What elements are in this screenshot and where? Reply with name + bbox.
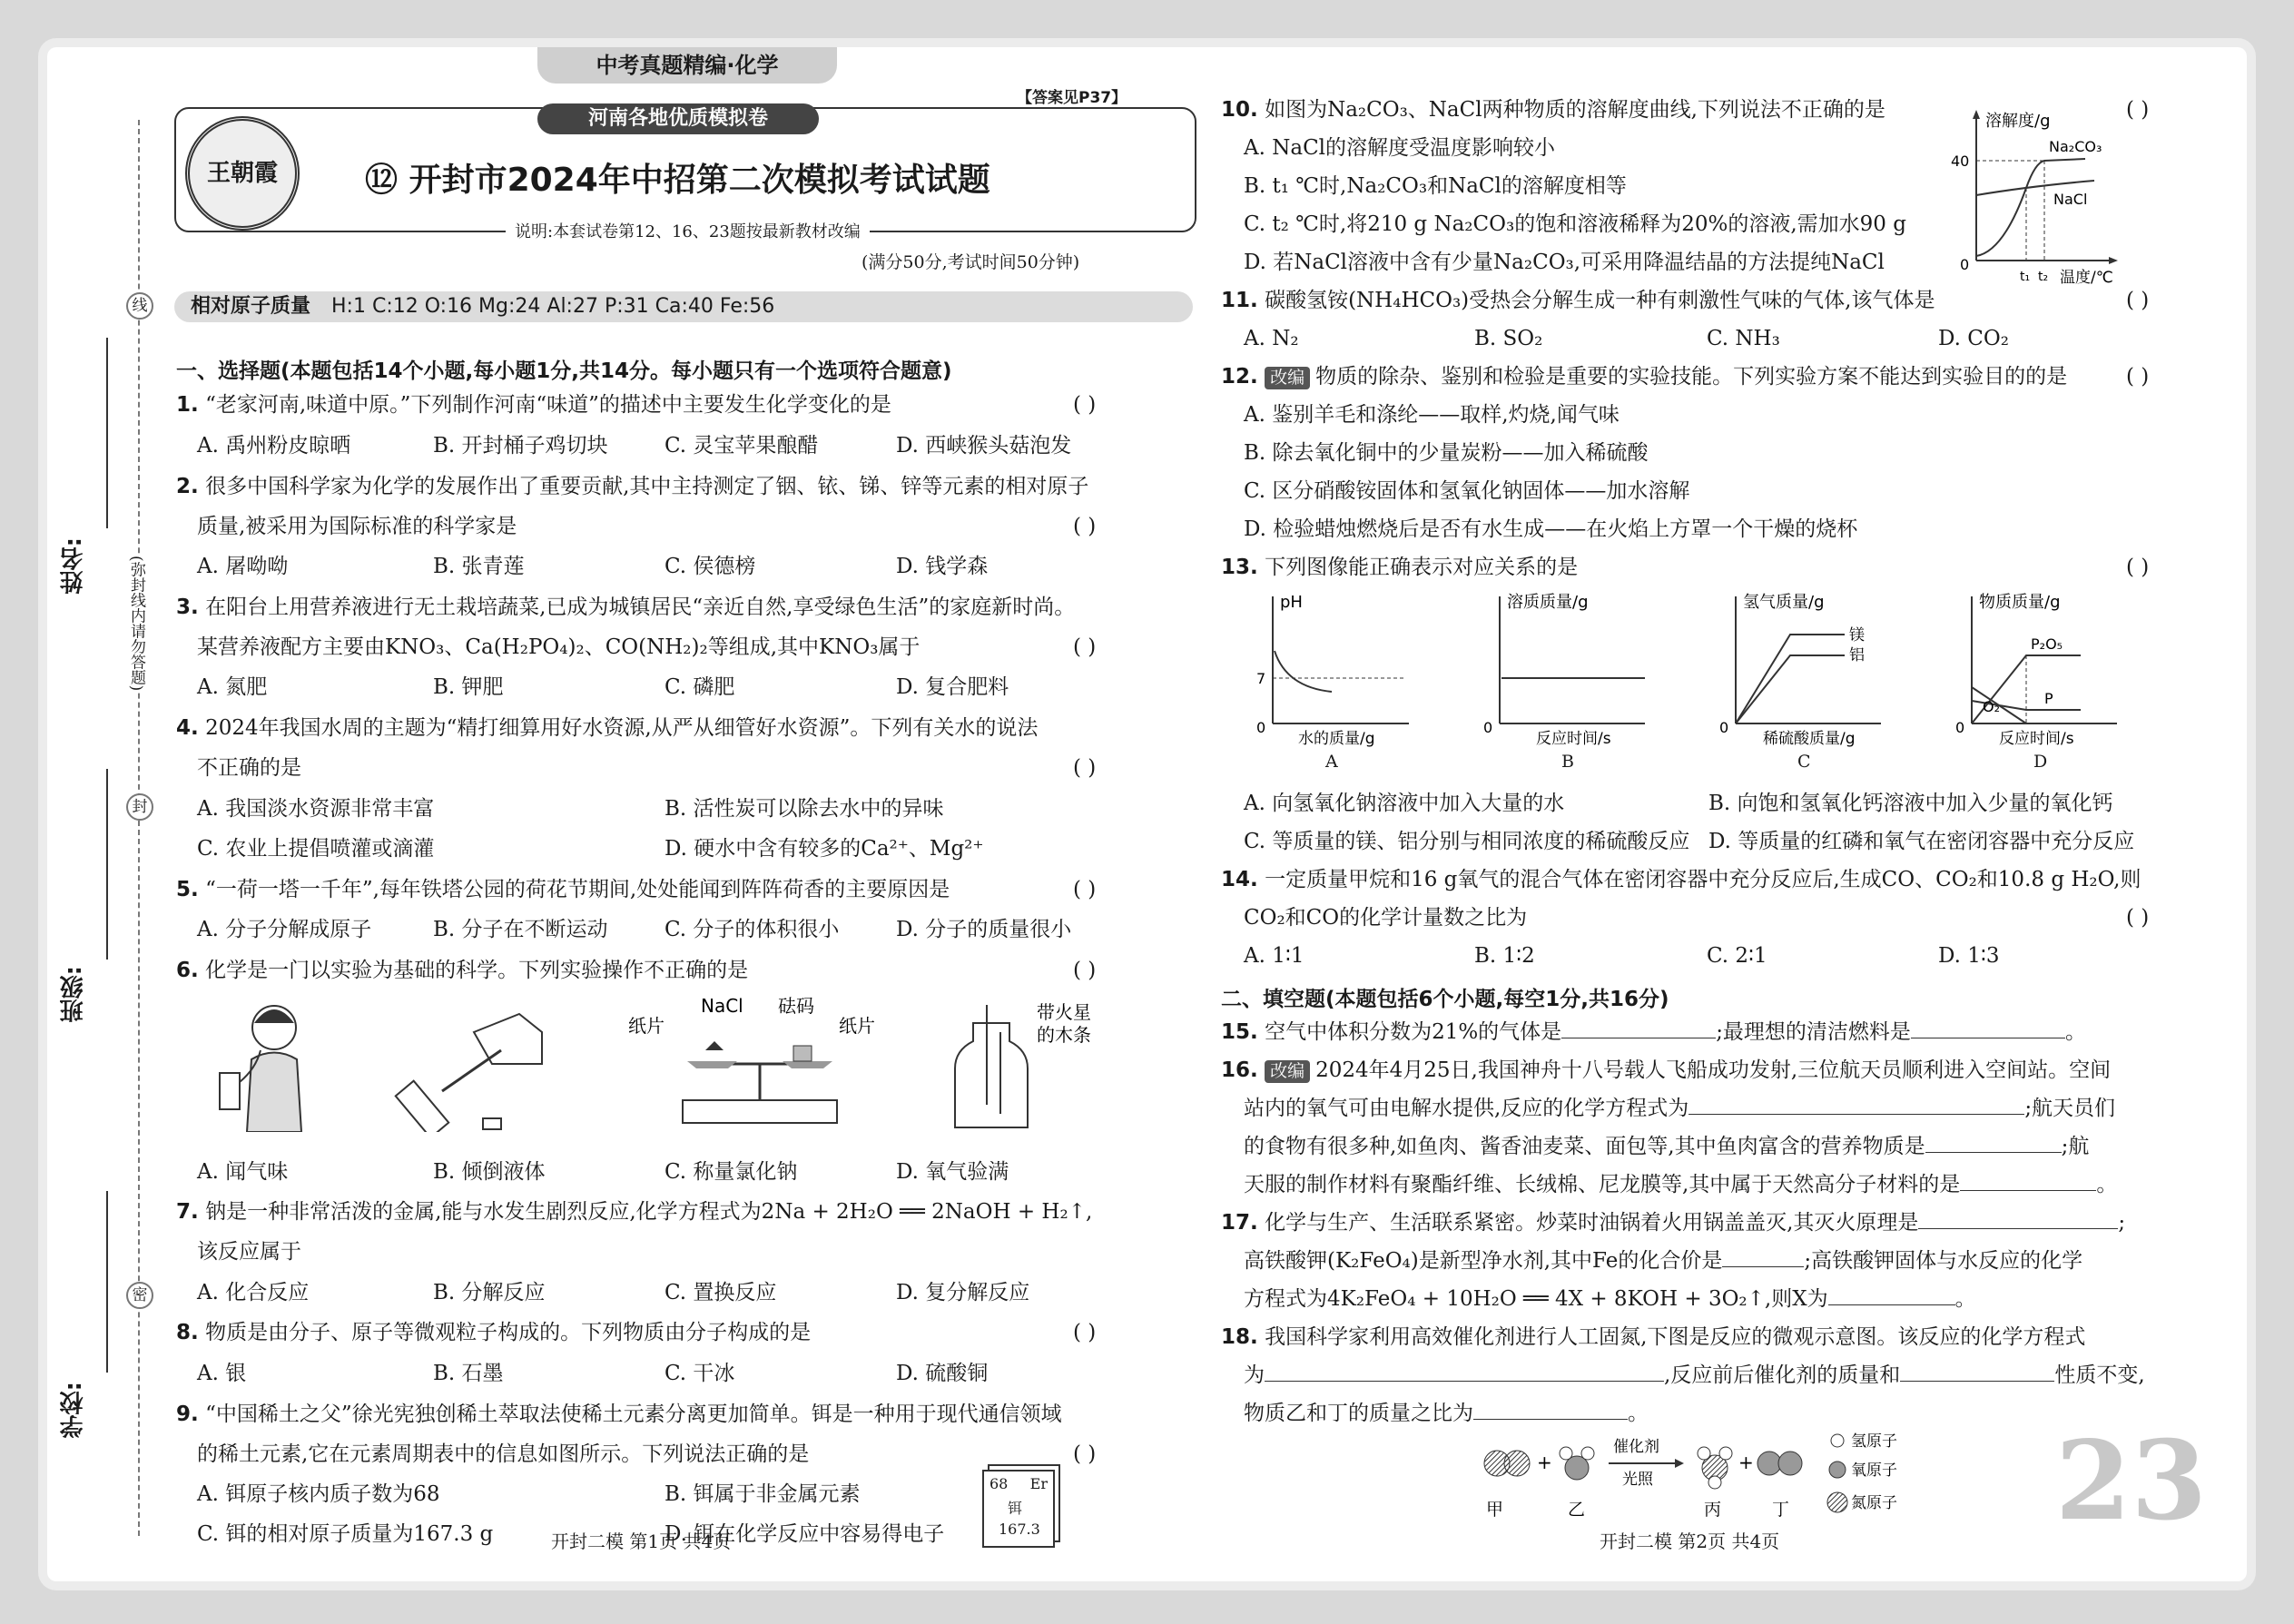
q8-option-a[interactable]: A. 银 (197, 1362, 247, 1385)
header-note: 说明:本套试卷第12、16、23题按最新教材改编 (506, 219, 870, 242)
q16-line-1 (1221, 1058, 2111, 1084)
q13-graphs (1245, 587, 2135, 751)
q9-answer-slot[interactable]: ( ) (1073, 1442, 1097, 1466)
q17-text-3: 高铁酸钾(K₂FeO₄)是新型净水剂,其中Fe的化合价是 (1244, 1249, 1723, 1273)
graph-d (1955, 593, 2117, 748)
q8-option-c[interactable]: C. 干冰 (665, 1362, 735, 1385)
reactant-jia (1484, 1451, 1530, 1476)
q16-text-2: 站内的氧气可由电解水提供,反应的化学方程式为 (1244, 1097, 1689, 1120)
solubility-x-tick-t1: t₁ (2020, 270, 2031, 284)
series-banner (537, 103, 819, 134)
q18-line-1 (1221, 1325, 2085, 1351)
q13-answer-slot[interactable]: ( ) (2126, 556, 2150, 579)
q6-figures (192, 996, 1100, 1132)
name-label: 姓名: (60, 537, 87, 595)
exam-number: ⑫ (365, 162, 399, 199)
q13-option-c[interactable]: C. 等质量的镁、铝分别与相同浓度的稀硫酸反应 (1244, 830, 1690, 853)
q1-number: 1. (176, 393, 199, 417)
q8-option-d[interactable]: D. 硫酸铜 (896, 1362, 989, 1385)
graph-b-xlabel: 反应时间/s (1536, 730, 1611, 748)
graph-c (1719, 593, 1881, 748)
q3-stem-1 (176, 595, 1075, 621)
q16-text-5: ;航 (2061, 1135, 2090, 1158)
seal-mi-mark: 密 (126, 1282, 153, 1309)
q3-option-a[interactable]: A. 氮肥 (197, 675, 268, 699)
q7-stem-2: 该反应属于 (197, 1240, 301, 1264)
q9-option-a[interactable]: A. 铒原子核内质子数为68 (197, 1482, 440, 1506)
q18-number: 18. (1221, 1325, 1258, 1349)
q17-line-3 (1244, 1287, 1976, 1313)
legend-h-symbol (1831, 1434, 1844, 1447)
q5-number: 5. (176, 878, 199, 901)
class-line (106, 769, 108, 960)
q17-blank-3[interactable] (1828, 1304, 1955, 1305)
score-time: (满分50分,考试时间50分钟) (861, 252, 1080, 272)
q4-option-d[interactable]: D. 硬水中含有较多的Ca²⁺、Mg²⁺ (665, 837, 984, 861)
q16-blank-2[interactable] (1925, 1152, 2062, 1153)
q10-answer-slot[interactable]: ( ) (2126, 98, 2150, 122)
atomic-mass-values: H:1 C:12 O:16 Mg:24 Al:27 P:31 Ca:40 Fe:56 (331, 295, 775, 318)
q12-text: 物质的除杂、鉴别和检验是重要的实验技能。下列实验方案不能达到实验目的的是 (1315, 365, 2068, 389)
q18-text-2: 为 (1244, 1363, 1265, 1387)
na2co3-legend: Na₂CO₃ (2049, 138, 2102, 155)
label-jia: 甲 (1486, 1500, 1504, 1520)
exam-title (365, 154, 990, 201)
q11-number: 11. (1221, 289, 1258, 312)
graph-c-label: C (1797, 752, 1811, 772)
legend-n-symbol (1827, 1492, 1847, 1512)
q1-option-c[interactable]: C. 灵宝苹果酿醋 (665, 434, 819, 458)
q7-option-b[interactable]: B. 分解反应 (433, 1281, 546, 1304)
q5-answer-slot[interactable]: ( ) (1073, 878, 1097, 901)
q1-stem (176, 393, 891, 418)
q1-option-a[interactable]: A. 禹州粉皮晾晒 (197, 434, 351, 458)
element-number: 68 (989, 1475, 1009, 1492)
q10-text: 如图为Na₂CO₃、NaCl两种物质的溶解度曲线,下列说法不正确的是 (1265, 98, 1885, 122)
graph-b (1483, 593, 1645, 748)
q11-option-b[interactable]: B. SO₂ (1474, 327, 1543, 350)
q8-number: 8. (176, 1321, 199, 1344)
q11-stem (1221, 289, 1935, 314)
q3-answer-slot[interactable]: ( ) (1073, 635, 1097, 659)
element-mass: 167.3 (999, 1521, 1040, 1538)
graph-d-origin: 0 (1955, 719, 1965, 736)
q7-option-a[interactable]: A. 化合反应 (197, 1281, 310, 1304)
school-line (106, 1191, 108, 1373)
stick-label-1: 带火星 (1037, 1001, 1091, 1023)
q2-answer-slot[interactable]: ( ) (1073, 515, 1097, 538)
q4-stem-1 (176, 716, 1038, 742)
q10-option-a[interactable]: A. NaCl的溶解度受温度影响较小 (1244, 136, 1556, 160)
solubility-y-tick: 40 (1951, 153, 1970, 170)
q3-text-1: 在阳台上用营养液进行无土栽培蔬菜,已成为城镇居民“亲近自然,享受绿色生活”的家庭新时尚。 (205, 595, 1076, 619)
q11-option-c[interactable]: C. NH₃ (1707, 327, 1780, 350)
q12-option-b[interactable]: B. 除去氧化铜中的少量炭粉——加入稀硫酸 (1244, 441, 1649, 465)
q17-blank-2[interactable] (1722, 1266, 1804, 1267)
q18-text-4: 性质不变, (2054, 1363, 2145, 1387)
q11-text: 碳酸氢铵(NH₄HCO₃)受热会分解生成一种有刺激性气味的气体,该气体是 (1265, 289, 1935, 312)
q14-option-d[interactable]: D. 1∶3 (1938, 944, 2000, 968)
q13-stem (1221, 556, 1578, 581)
q6-option-b[interactable]: B. 倾倒液体 (433, 1160, 546, 1184)
q18-text-5: 物质乙和丁的质量之比为 (1244, 1402, 1473, 1425)
graph-b-origin: 0 (1483, 719, 1493, 736)
graph-c-origin: 0 (1719, 719, 1729, 736)
stick-label-2: 的木条 (1037, 1024, 1091, 1046)
q3-number: 3. (176, 595, 199, 619)
q11-option-d[interactable]: D. CO₂ (1938, 327, 2009, 350)
q6-text: 化学是一门以实验为基础的科学。下列实验操作不正确的是 (205, 959, 749, 982)
q17-blank-1[interactable] (1918, 1228, 2118, 1229)
q7-number: 7. (176, 1200, 199, 1224)
q3-option-b[interactable]: B. 钾肥 (433, 675, 504, 699)
gas-bottle-figure (955, 1001, 1091, 1127)
q2-option-c[interactable]: C. 侯德榜 (665, 555, 756, 578)
q16-revised-tag: 改编 (1265, 1060, 1310, 1083)
q10-option-c[interactable]: C. t₂ ℃时,将210 g Na₂CO₃的饱和溶液稀释为20%的溶液,需加水90 g (1244, 212, 1906, 236)
q2-text-1: 很多中国科学家为化学的发展作出了重要贡献,其中主持测定了铟、铱、锑、锌等元素的相对原子 (205, 475, 1089, 498)
q5-option-d[interactable]: D. 分子的质量很小 (896, 918, 1072, 941)
school-label: 学校: (60, 1382, 87, 1439)
q11-option-a[interactable]: A. N₂ (1244, 327, 1299, 350)
q14-answer-slot[interactable]: ( ) (2126, 906, 2150, 930)
q8-text: 物质是由分子、原子等微观粒子构成的。下列物质由分子构成的是 (205, 1321, 812, 1344)
label-bing: 丙 (1704, 1500, 1722, 1520)
q15-text-1: 空气中体积分数为21%的气体是 (1265, 1020, 1562, 1044)
q10-number: 10. (1221, 98, 1258, 122)
q14-number: 14. (1221, 868, 1258, 891)
seal-notice: (弥封线内请勿答题) (125, 556, 148, 691)
q13-number: 13. (1221, 556, 1258, 579)
q11-answer-slot[interactable]: ( ) (2126, 289, 2150, 312)
product-ding (1757, 1452, 1802, 1475)
q18-text-6: 。 (1628, 1402, 1649, 1425)
q6-option-d[interactable]: D. 氧气验满 (896, 1160, 1009, 1184)
q15-line (1221, 1020, 2086, 1046)
q5-stem (176, 878, 950, 903)
q18-text-1: 我国科学家利用高效催化剂进行人工固氮,下图是反应的微观示意图。该反应的化学方程式 (1265, 1325, 2086, 1349)
q9-option-c[interactable]: C. 铒的相对原子质量为167.3 g (197, 1522, 494, 1546)
q17-text-5: 方程式为4K₂FeO₄ + 10H₂O ══ 4X + 8KOH + 3O₂↑,则X为 (1244, 1287, 1828, 1311)
q10-option-d[interactable]: D. 若NaCl溶液中含有少量Na₂CO₃,可采用降温结晶的方法提纯NaCl (1244, 251, 1885, 274)
q14-stem-1 (1221, 868, 2141, 893)
q7-text-1: 钠是一种非常活泼的金属,能与水发生剧烈反应,化学方程式为2Na + 2H₂O ══ 2NaOH + H₂↑, (205, 1200, 1093, 1224)
graph-d-label: D (2033, 752, 2048, 772)
q4-number: 4. (176, 716, 199, 740)
q7-option-c[interactable]: C. 置换反应 (665, 1281, 777, 1304)
paper-label-right: 纸片 (839, 1015, 875, 1037)
q17-number: 17. (1221, 1211, 1258, 1235)
class-label: 班级: (60, 966, 87, 1023)
q1-option-b[interactable]: B. 开封桶子鸡切块 (433, 434, 608, 458)
q17-text-6: 。 (1954, 1287, 1976, 1311)
plus-1: + (1537, 1452, 1552, 1473)
graph-c-ylabel: 氢气质量/g (1743, 593, 1825, 612)
q6-option-a[interactable]: A. 闻气味 (197, 1160, 289, 1184)
q16-text-7: 。 (2096, 1173, 2118, 1196)
q16-number: 16. (1221, 1058, 1258, 1082)
q1-option-d[interactable]: D. 西峡猴头菇泡发 (896, 434, 1072, 458)
solubility-x-tick-t2: t₂ (2038, 270, 2049, 284)
graph-d-p2o5: P₂O₅ (2031, 635, 2063, 653)
footer-left: 开封二模 第1页 共4页 (551, 1530, 732, 1552)
q4-stem-2: 不正确的是 (197, 756, 301, 780)
q13-text: 下列图像能正确表示对应关系的是 (1265, 556, 1579, 579)
graph-d-p: P (2044, 690, 2053, 707)
atomic-mass-label: 相对原子质量 (191, 295, 311, 318)
exam-title-text: 开封市2024年中招第二次模拟考试试题 (409, 162, 990, 199)
graph-a-label: A (1325, 752, 1338, 772)
light-label: 光照 (1622, 1471, 1653, 1489)
section1-title: 一、选择题(本题包括14个小题,每小题1分,共14分。每小题只有一个选项符合题意) (176, 359, 952, 383)
q12-stem (1221, 365, 2067, 390)
graph-a-xlabel: 水的质量/g (1298, 730, 1375, 748)
q5-option-c[interactable]: C. 分子的体积很小 (665, 918, 840, 941)
answer-ref: 【答案见P37】 (1017, 89, 1127, 107)
solubility-xlabel: 温度/℃ (2060, 269, 2113, 287)
q2-option-a[interactable]: A. 屠呦呦 (197, 555, 289, 578)
q12-number: 12. (1221, 365, 1258, 389)
q2-stem-1 (176, 475, 1088, 500)
q9-option-b[interactable]: B. 铒属于非金属元素 (665, 1482, 861, 1506)
q1-answer-slot[interactable]: ( ) (1073, 393, 1097, 417)
book-title-tab (537, 47, 837, 84)
q16-text-6: 天服的制作材料有聚酯纤维、长绒棉、尼龙膜等,其中属于天然高分子材料的是 (1244, 1173, 1961, 1196)
binding-line (138, 120, 140, 1536)
q1-text: “老家河南,味道中原。”下列制作河南“味道”的描述中主要发生化学变化的是 (205, 393, 891, 417)
q18-blank-1[interactable] (1265, 1381, 1664, 1382)
exam-sheet (47, 47, 2247, 1581)
q6-stem (176, 959, 748, 984)
graph-b-ylabel: 溶质质量/g (1507, 593, 1589, 612)
label-ding: 丁 (1772, 1500, 1790, 1520)
graph-c-mg: 镁 (1849, 626, 1865, 645)
smelling-figure (220, 1006, 301, 1132)
legend-n: 氮原子 (1851, 1494, 1897, 1512)
q13-option-a[interactable]: A. 向氢氧化钠溶液中加入大量的水 (1244, 792, 1565, 815)
element-cell-erbium (982, 1470, 1055, 1548)
q13-option-d[interactable]: D. 等质量的红磷和氧气在密闭容器中充分反应 (1708, 830, 2135, 853)
q5-text: “一荷一塔一千年”,每年铁塔公园的荷花节期间,处处能闻到阵阵荷香的主要原因是 (205, 878, 950, 901)
q2-number: 2. (176, 475, 199, 498)
q17-text-2: ; (2118, 1211, 2126, 1235)
q10-option-b[interactable]: B. t₁ ℃时,Na₂CO₃和NaCl的溶解度相等 (1244, 174, 1627, 198)
q6-answer-slot[interactable]: ( ) (1073, 959, 1097, 982)
q4-option-b[interactable]: B. 活性炭可以除去水中的异味 (665, 797, 944, 821)
graph-c-al: 铝 (1849, 646, 1865, 664)
q17-line-2 (1244, 1249, 2082, 1275)
catalyst-label: 催化剂 (1613, 1438, 1659, 1456)
q2-stem-2: 质量,被采用为国际标准的科学家是 (197, 515, 517, 538)
solubility-chart (1940, 106, 2122, 288)
q16-text-3: ;航天员们 (2024, 1097, 2116, 1120)
balance-figure (628, 996, 875, 1123)
section2-title: 二、填空题(本题包括6个小题,每空1分,共16分) (1221, 988, 1669, 1011)
q18-line-2 (1244, 1363, 2145, 1389)
paper-label-left: 纸片 (628, 1015, 665, 1037)
q4-text-1: 2024年我国水周的主题为“精打细算用好水资源,从严从细管好水资源”。下列有关水的说法 (205, 716, 1039, 740)
q7-option-d[interactable]: D. 复分解反应 (896, 1281, 1030, 1304)
q18-blank-2[interactable] (1900, 1381, 2054, 1382)
q6-number: 6. (176, 959, 199, 982)
graph-a-origin: 0 (1256, 719, 1266, 736)
q3-option-c[interactable]: C. 磷肥 (665, 675, 735, 699)
reaction-diagram (1477, 1422, 2004, 1527)
q3-option-d[interactable]: D. 复合肥料 (896, 675, 1009, 699)
q14-option-a[interactable]: A. 1∶1 (1244, 944, 1305, 968)
q4-option-c[interactable]: C. 农业上提倡喷灌或滴灌 (197, 837, 435, 861)
seal-feng-mark: 封 (126, 793, 153, 821)
element-name: 铒 (1008, 1500, 1023, 1517)
graph-d-ylabel: 物质质量/g (1979, 593, 2061, 612)
graph-c-xlabel: 稀硫酸质量/g (1763, 730, 1856, 748)
q16-line-2 (1244, 1097, 2115, 1122)
name-line (106, 338, 108, 528)
q5-option-b[interactable]: B. 分子在不断运动 (433, 918, 608, 941)
q18-text-3: ,反应前后催化剂的质量和 (1664, 1363, 1901, 1387)
book-title: 中考真题精编·化学 (596, 53, 779, 78)
graph-a (1256, 593, 1409, 748)
graph-b-label: B (1561, 752, 1574, 772)
label-yi: 乙 (1568, 1500, 1586, 1520)
legend-h: 氢原子 (1851, 1432, 1897, 1451)
q7-stem-1 (176, 1200, 1092, 1225)
q17-text-1: 化学与生产、生活联系紧密。炒菜时油锅着火用锅盖盖灭,其灭火原理是 (1265, 1211, 1919, 1235)
q15-text-2: ;最理想的清洁燃料是 (1716, 1020, 1911, 1044)
q9-option-d[interactable]: D. 铒在化学反应中容易得电子 (665, 1522, 945, 1546)
q14-option-c[interactable]: C. 2∶1 (1707, 944, 1767, 968)
q14-stem-2: CO₂和CO的化学计量数之比为 (1244, 906, 1528, 930)
q5-option-a[interactable]: A. 分子分解成原子 (197, 918, 372, 941)
nacl-label: NaCl (701, 996, 743, 1017)
q15-text-3: 。 (2064, 1020, 2086, 1044)
solubility-origin: 0 (1960, 256, 1970, 273)
q18-blank-3[interactable] (1473, 1419, 1628, 1420)
q16-line-4 (1244, 1173, 2117, 1198)
q17-line-1 (1221, 1211, 2125, 1236)
element-symbol: Er (1029, 1475, 1048, 1492)
graph-d-xlabel: 反应时间/s (1999, 730, 2074, 748)
graph-d-o2: O₂ (1983, 698, 2001, 715)
q12-option-c[interactable]: C. 区分硝酸铵固体和氢氧化钠固体——加水溶解 (1244, 479, 1690, 503)
plus-2: + (1738, 1452, 1754, 1473)
q13-option-b[interactable]: B. 向饱和氢氧化钙溶液中加入少量的氧化钙 (1708, 792, 2113, 815)
q8-stem (176, 1321, 811, 1346)
q16-blank-1[interactable] (1689, 1114, 2024, 1115)
publisher-logo (185, 116, 300, 231)
q9-stem-2: 的稀土元素,它在元素周期表中的信息如图所示。下列说法正确的是 (197, 1442, 810, 1466)
q12-revised-tag: 改编 (1265, 367, 1310, 389)
q14-option-b[interactable]: B. 1∶2 (1474, 944, 1535, 968)
q16-text-1: 2024年4月25日,我国神舟十八号载人飞船成功发射,三位航天员顺利进入空间站。空间 (1315, 1058, 2112, 1082)
q2-option-b[interactable]: B. 张青莲 (433, 555, 525, 578)
q16-blank-3[interactable] (1960, 1190, 2096, 1191)
q12-answer-slot[interactable]: ( ) (2126, 365, 2150, 389)
nacl-legend: NaCl (2053, 191, 2088, 208)
legend-o: 氧原子 (1851, 1462, 1897, 1480)
q16-text-4: 的食物有很多种,如鱼肉、酱香油麦菜、面包等,其中鱼肉富含的营养物质是 (1244, 1135, 1925, 1158)
q16-line-3 (1244, 1135, 2089, 1160)
q3-stem-2: 某营养液配方主要由KNO₃、Ca(H₂PO₄)₂、CO(NH₂)₂等组成,其中KNO₃属于 (197, 635, 921, 659)
q9-number: 9. (176, 1403, 199, 1426)
graph-a-ylabel: pH (1280, 593, 1303, 612)
q4-option-a[interactable]: A. 我国淡水资源非常丰富 (197, 797, 435, 821)
series-banner-label: 河南各地优质模拟卷 (587, 107, 768, 130)
q12-option-d[interactable]: D. 检验蜡烛燃烧后是否有水生成——在火焰上方罩一个干燥的烧杯 (1244, 517, 1858, 541)
reactant-yi (1560, 1447, 1594, 1480)
q2-option-d[interactable]: D. 钱学森 (896, 555, 989, 578)
weight-label: 砝码 (778, 996, 814, 1017)
legend-o-symbol (1829, 1462, 1846, 1478)
logo-text: 王朝霞 (206, 160, 278, 187)
atomic-mass-bar (174, 291, 1193, 322)
product-bing (1698, 1447, 1732, 1489)
q12-option-a[interactable]: A. 鉴别羊毛和涤纶——取样,灼烧,闻气味 (1244, 403, 1620, 427)
q10-stem (1221, 98, 1885, 123)
seal-line-mark: 线 (126, 292, 153, 320)
q17-text-4: ;高铁酸钾固体与水反应的化学 (1804, 1249, 2083, 1273)
footer-right: 开封二模 第2页 共4页 (1600, 1530, 1780, 1552)
q8-answer-slot[interactable]: ( ) (1073, 1321, 1097, 1344)
pouring-figure (396, 1014, 542, 1132)
q8-option-b[interactable]: B. 石墨 (433, 1362, 504, 1385)
graph-a-y-tick: 7 (1256, 670, 1266, 687)
q14-text-1: 一定质量甲烷和16 g氧气的混合气体在密闭容器中充分反应后,生成CO、CO₂和10.8 g H₂O,则 (1265, 868, 2141, 891)
q9-text-1: “中国稀土之父”徐光宪独创稀土萃取法使稀土元素分离更加简单。铒是一种用于现代通信领域 (205, 1403, 1062, 1426)
solubility-ylabel: 溶解度/g (1985, 112, 2051, 131)
big-page-number: 23 (2055, 1417, 2207, 1545)
q9-stem-1 (176, 1403, 1062, 1428)
q6-option-c[interactable]: C. 称量氯化钠 (665, 1160, 798, 1184)
q4-answer-slot[interactable]: ( ) (1073, 756, 1097, 780)
q15-number: 15. (1221, 1020, 1258, 1044)
